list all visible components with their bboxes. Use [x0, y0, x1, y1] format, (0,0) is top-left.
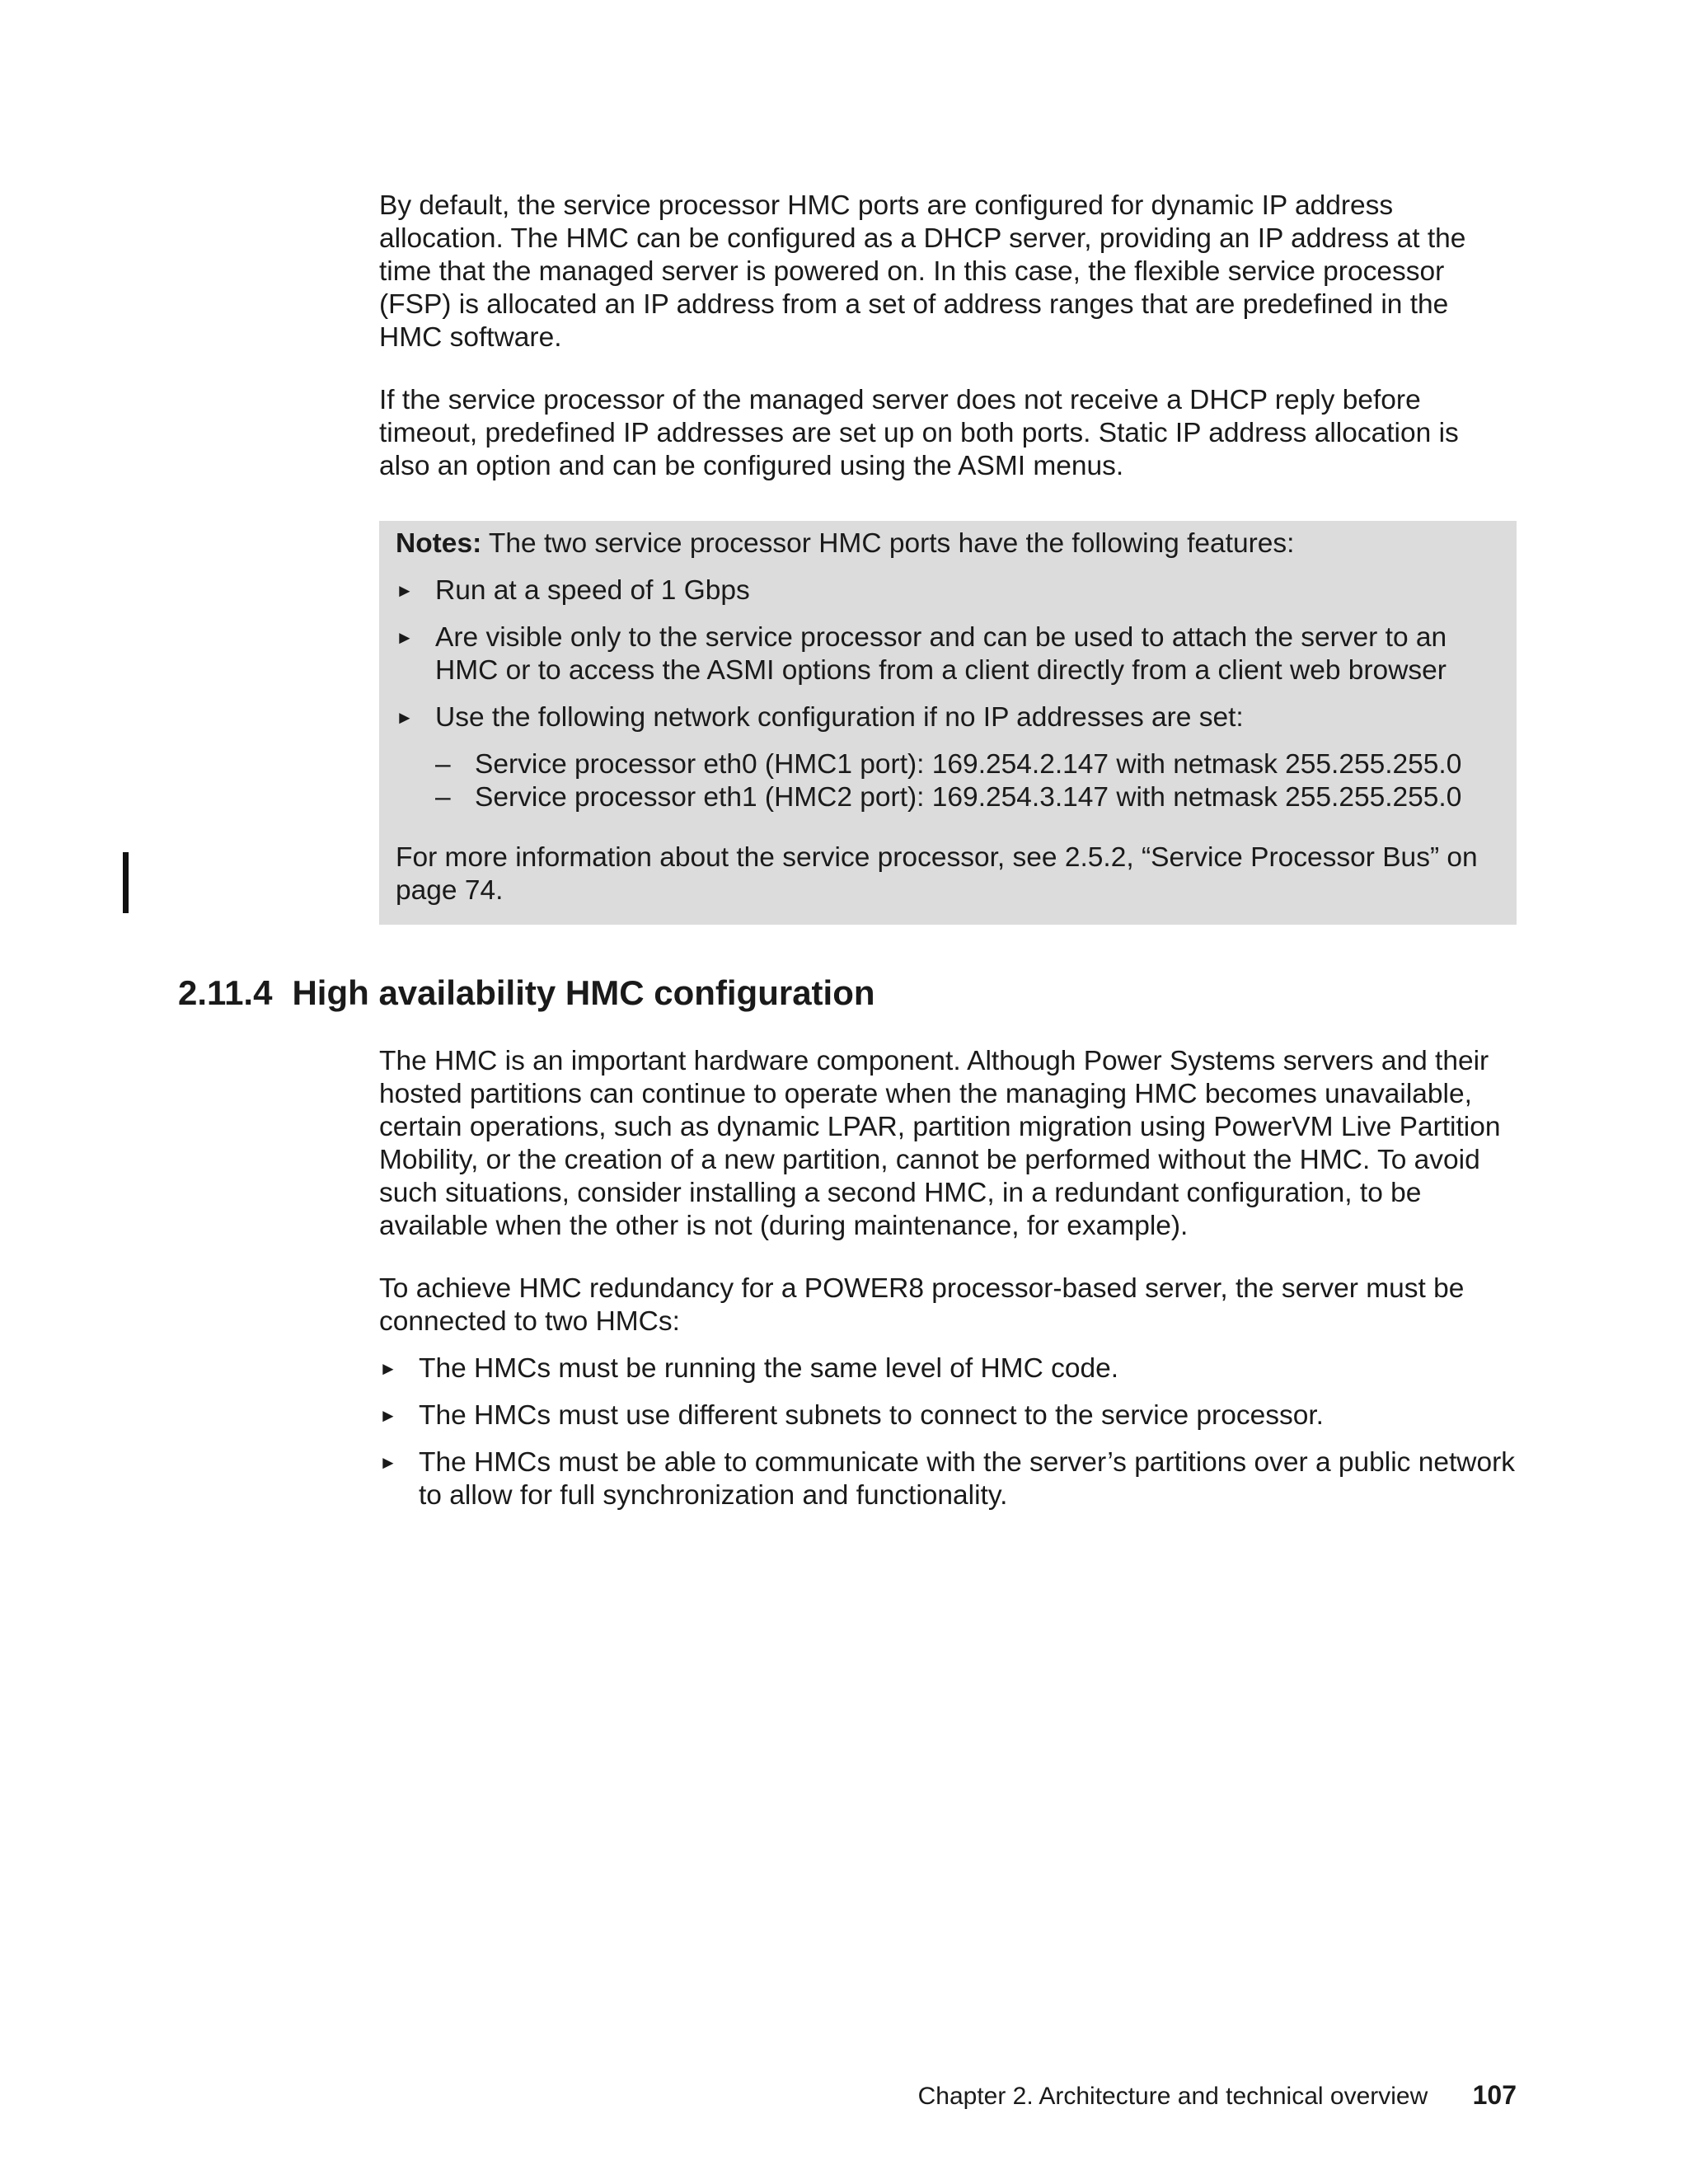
dash-bullet-icon: – [435, 749, 451, 780]
section-title: High availability HMC configuration [292, 973, 875, 1012]
redundancy-bullet-item [379, 1399, 1517, 1432]
notes-bullet-text: Run at a speed of 1 Gbps [435, 575, 750, 606]
triangle-bullet-icon: ► [396, 707, 414, 728]
notes-more-info: For more information about the service processor, see 2.5.2, “Service Processor Bus” on page 74. [396, 842, 1478, 906]
redundancy-bullet-item [379, 1352, 1517, 1385]
page-number: 107 [1472, 2080, 1517, 2110]
triangle-bullet-icon: ► [379, 1405, 397, 1426]
paragraph-dhcp-default: By default, the service processor HMC ports are configured for dynamic IP address allocation. The HMC can be configured as a DHCP server, providing an IP address at the time that the managed server is powered on. In this case, the flexible service processor (FSP) is allocated an IP address from a set of address ranges that are predefined in the HMC software. [379, 190, 1466, 353]
triangle-bullet-icon: ► [379, 1452, 397, 1473]
redundancy-bullet-text: The HMCs must be running the same level of HMC code. [419, 1353, 1119, 1384]
notes-lead [396, 527, 1500, 560]
notes-sub-list [435, 748, 1500, 814]
triangle-bullet-icon: ► [396, 627, 414, 648]
notes-sub-item [435, 781, 1500, 814]
notes-sub-text: Service processor eth0 (HMC1 port): 169.254.2.147 with netmask 255.255.255.0 [475, 749, 1462, 780]
paragraph-dhcp-timeout: If the service processor of the managed server does not receive a DHCP reply before timeout, predefined IP addresses are set up on both ports. Static IP address allocation is also an option and can be configured using the ASMI menus. [379, 385, 1459, 481]
revision-change-bar [123, 852, 129, 913]
notes-bullet-text: Are visible only to the service processor and can be used to attach the server to an HMC or to access the ASMI options from a client directly from a client web browser [435, 622, 1447, 686]
notes-box [379, 521, 1517, 925]
notes-bullet-item [396, 574, 1500, 607]
second-paragraph-block [379, 384, 1517, 483]
notes-lead-text: The two service processor HMC ports have the following features: [481, 528, 1295, 559]
triangle-bullet-icon: ► [396, 580, 414, 601]
notes-bullet-item [396, 621, 1500, 687]
intro-paragraph-block [379, 190, 1517, 354]
notes-bullet-text: Use the following network configuration if no IP addresses are set: [435, 702, 1244, 733]
section-number: 2.11.4 [178, 973, 273, 1012]
paragraph-hmc-importance: The HMC is an important hardware component. Although Power Systems servers and their hosted partitions can continue to operate when the managing HMC becomes unavailable, certain operations, such as dynamic LPAR, partition migration using PowerVM Live Partition Mobility, or the creation of a new partition, cannot be performed without the HMC. To avoid such situations, consider installing a second HMC, in a redundant configuration, to be available when the other is not (during maintenance, for example). [379, 1046, 1501, 1241]
notes-bullet-item [396, 701, 1500, 734]
notes-label: Notes: [396, 528, 482, 559]
redundancy-bullet-text: The HMCs must be able to communicate with the server’s partitions over a public network to allow for full synchronization and functionality. [419, 1447, 1516, 1511]
triangle-bullet-icon: ► [379, 1358, 397, 1379]
page-footer [918, 2079, 1517, 2113]
notes-sub-item [435, 748, 1500, 781]
footer-chapter-title: Chapter 2. Architecture and technical overview [917, 2083, 1428, 2110]
dash-bullet-icon: – [435, 782, 451, 813]
redundancy-bullet-list [379, 1352, 1517, 1512]
section-paragraph-block [379, 1045, 1517, 1243]
section-heading [178, 972, 875, 1014]
notes-bullet-list [396, 574, 1500, 734]
notes-sub-text: Service processor eth1 (HMC2 port): 169.254.3.147 with netmask 255.255.255.0 [475, 782, 1462, 813]
redundancy-block [379, 1272, 1517, 1512]
redundancy-bullet-text: The HMCs must use different subnets to connect to the service processor. [419, 1400, 1324, 1431]
redundancy-bullet-item [379, 1446, 1517, 1512]
paragraph-hmc-redundancy: To achieve HMC redundancy for a POWER8 processor-based server, the server must be connected to two HMCs: [379, 1273, 1465, 1337]
